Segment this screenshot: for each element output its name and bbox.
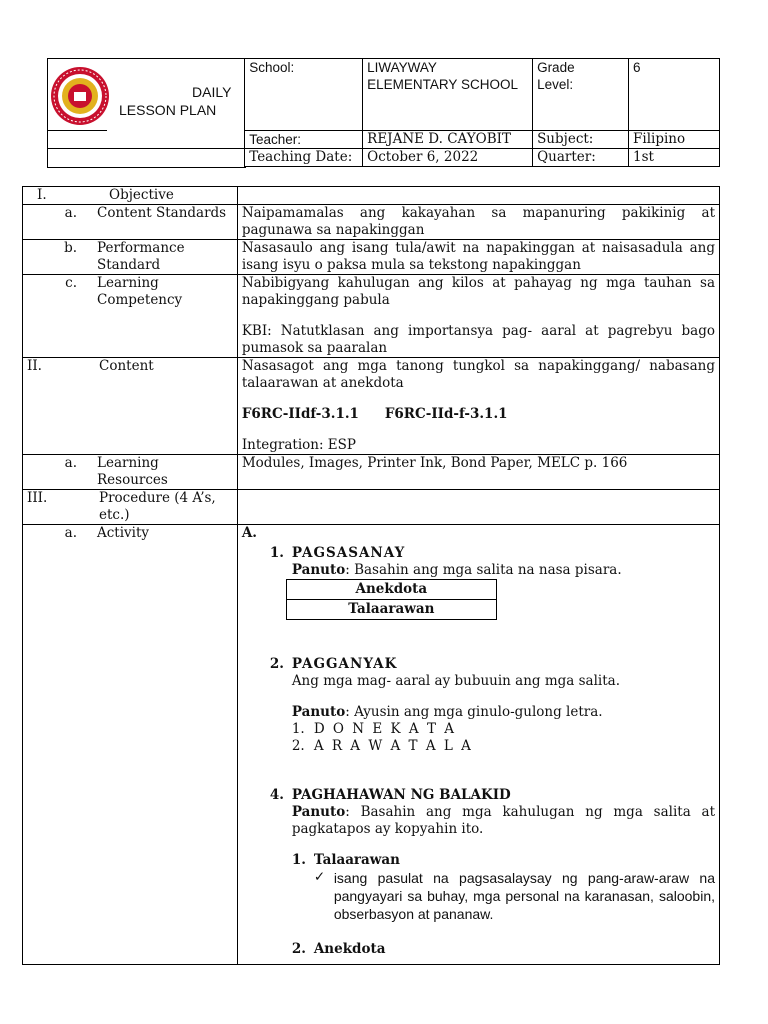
cs-label: Content Standards xyxy=(97,205,227,221)
scrambled-text-2: A R A W A T A L A xyxy=(313,738,473,754)
doc-title-lesson-plan: LESSON PLAN xyxy=(119,102,217,118)
item4-num: 4. xyxy=(269,787,284,803)
lr-label: Learning Resources xyxy=(97,455,168,488)
teacher-value: REJANE D. CAYOBIT xyxy=(363,131,533,149)
item4-panuto-text: : Basahin ang mga kahulugan ng mga salita at pagkatapos ay kopyahin ito. xyxy=(291,804,715,837)
content-row-label xyxy=(23,358,238,455)
competency-code-1: F6RC-IIdf-3.1.1 xyxy=(241,406,359,422)
integration-text: Integration: ESP xyxy=(241,437,356,453)
item4-panuto xyxy=(292,804,715,838)
ps-label: Performance Standard xyxy=(97,240,185,273)
ps-text: Nasasaulo ang isang tula/awit na napakinggan at naisasadula ang isang isyu o paksa mula sa tekstong napakinggan xyxy=(237,240,719,275)
lc-label: Learning Competency xyxy=(97,275,183,308)
word-anekdota: Anekdota xyxy=(286,580,496,600)
lr-num: a. xyxy=(64,455,77,471)
lc-text: Nabibigyang kahulugan ang kilos at pahayag ng mga tauhan sa napakinggang pabula xyxy=(241,275,715,308)
lr-row-label xyxy=(23,455,238,490)
act-label: Activity xyxy=(97,525,150,541)
ps-num: b. xyxy=(64,240,77,256)
balakid-heading xyxy=(270,787,715,804)
def1-heading xyxy=(292,852,715,869)
pagganyak-heading xyxy=(270,656,715,673)
def2-num: 2. xyxy=(291,941,306,957)
activity-row-label xyxy=(23,525,238,965)
item2-num: 2. xyxy=(269,656,284,672)
grade-label: Grade Level: xyxy=(533,59,629,131)
item1-title: PAGSASANAY xyxy=(291,545,406,561)
proc-num: III. xyxy=(27,490,48,506)
word-talaarawan: Talaarawan xyxy=(286,600,496,620)
teacher-label: Teacher: xyxy=(245,131,363,149)
cs-row-label xyxy=(23,205,238,240)
objective-label: Objective xyxy=(109,187,174,203)
quarter-value: 1st xyxy=(629,149,720,167)
content-label: Content xyxy=(99,358,154,374)
lc-kbi: KBI: Natutklasan ang importansya pag- aaral at pagrebyu bago pumasok sa paaralan xyxy=(241,323,715,356)
scrambled-num-1: 1. xyxy=(291,721,305,737)
item2-panuto-label: Panuto xyxy=(291,704,346,720)
scrambled-item-2 xyxy=(292,738,715,755)
content-content xyxy=(237,358,719,455)
lc-content xyxy=(237,275,719,358)
lesson-plan-table xyxy=(22,186,720,965)
competency-code-2: F6RC-IId-f-3.1.1 xyxy=(384,406,508,422)
activity-content xyxy=(237,525,719,965)
item2-panuto xyxy=(292,704,715,721)
date-label: Teaching Date: xyxy=(245,149,363,167)
quarter-label: Quarter: xyxy=(533,149,629,167)
act-num: a. xyxy=(64,525,77,541)
content-text: Nasasagot ang mga tanong tungkol sa napakinggang/ nabasang talaarawan at anekdota xyxy=(241,358,715,391)
checkmark-icon: ✓ xyxy=(313,869,326,885)
doc-title-daily: DAILY xyxy=(192,84,232,100)
item4-panuto-label: Panuto xyxy=(291,804,346,820)
scrambled-item-1 xyxy=(292,721,715,738)
def2-title: Anekdota xyxy=(313,941,386,957)
header-left-frame xyxy=(47,58,246,168)
lr-text: Modules, Images, Printer Ink, Bond Paper, MELC p. 166 xyxy=(237,455,719,490)
grade-value: 6 xyxy=(629,59,720,131)
item2-panuto-text: : Ayusin ang mga ginulo-gulong letra. xyxy=(345,704,603,720)
item1-panuto-text: : Basahin ang mga salita na nasa pisara. xyxy=(345,562,622,578)
pagsasanay-heading xyxy=(270,545,715,562)
scrambled-num-2: 2. xyxy=(291,738,305,754)
lc-row-label xyxy=(23,275,238,358)
item2-desc: Ang mga mag- aaral ay bubuuin ang mga salita. xyxy=(291,673,620,689)
content-num: II. xyxy=(27,358,42,374)
objective-row-label xyxy=(23,187,238,205)
activity-letter: A. xyxy=(241,525,257,541)
item1-num: 1. xyxy=(269,545,284,561)
scrambled-text-1: D O N E K A T A xyxy=(313,721,456,737)
item1-panuto xyxy=(292,562,715,579)
proc-label: Procedure (4 A’s, etc.) xyxy=(99,490,216,523)
item1-panuto-label: Panuto xyxy=(291,562,346,578)
subject-label: Subject: xyxy=(533,131,629,149)
word-table xyxy=(286,579,497,620)
lc-num: c. xyxy=(65,275,77,291)
date-value: October 6, 2022 xyxy=(363,149,533,167)
def1-title: Talaarawan xyxy=(313,852,400,868)
objective-num: I. xyxy=(37,187,47,203)
item2-title: PAGGANYAK xyxy=(291,656,398,672)
proc-row-label xyxy=(23,490,238,525)
ps-row-label xyxy=(23,240,238,275)
school-value: LIWAYWAY ELEMENTARY SCHOOL xyxy=(363,59,533,131)
cs-num: a. xyxy=(64,205,77,221)
item4-title: PAGHAHAWAN NG BALAKID xyxy=(291,787,511,803)
objective-row-content xyxy=(237,187,719,205)
subject-value: Filipino xyxy=(629,131,720,149)
def1-text: isang pasulat na pagsasalaysay ng pang-araw-araw na pangyayari sa buhay, mga personal na karanasan, saloobin, obserbasyon at pananaw. xyxy=(333,870,715,922)
def2-heading xyxy=(292,941,715,958)
cs-text: Naipamamalas ang kakayahan sa mapanuring pakikinig at pagunawa sa napakinggan xyxy=(237,205,719,240)
def1-item xyxy=(314,869,715,923)
school-label: School: xyxy=(245,59,363,131)
def1-num: 1. xyxy=(291,852,306,868)
proc-row-content xyxy=(237,490,719,525)
